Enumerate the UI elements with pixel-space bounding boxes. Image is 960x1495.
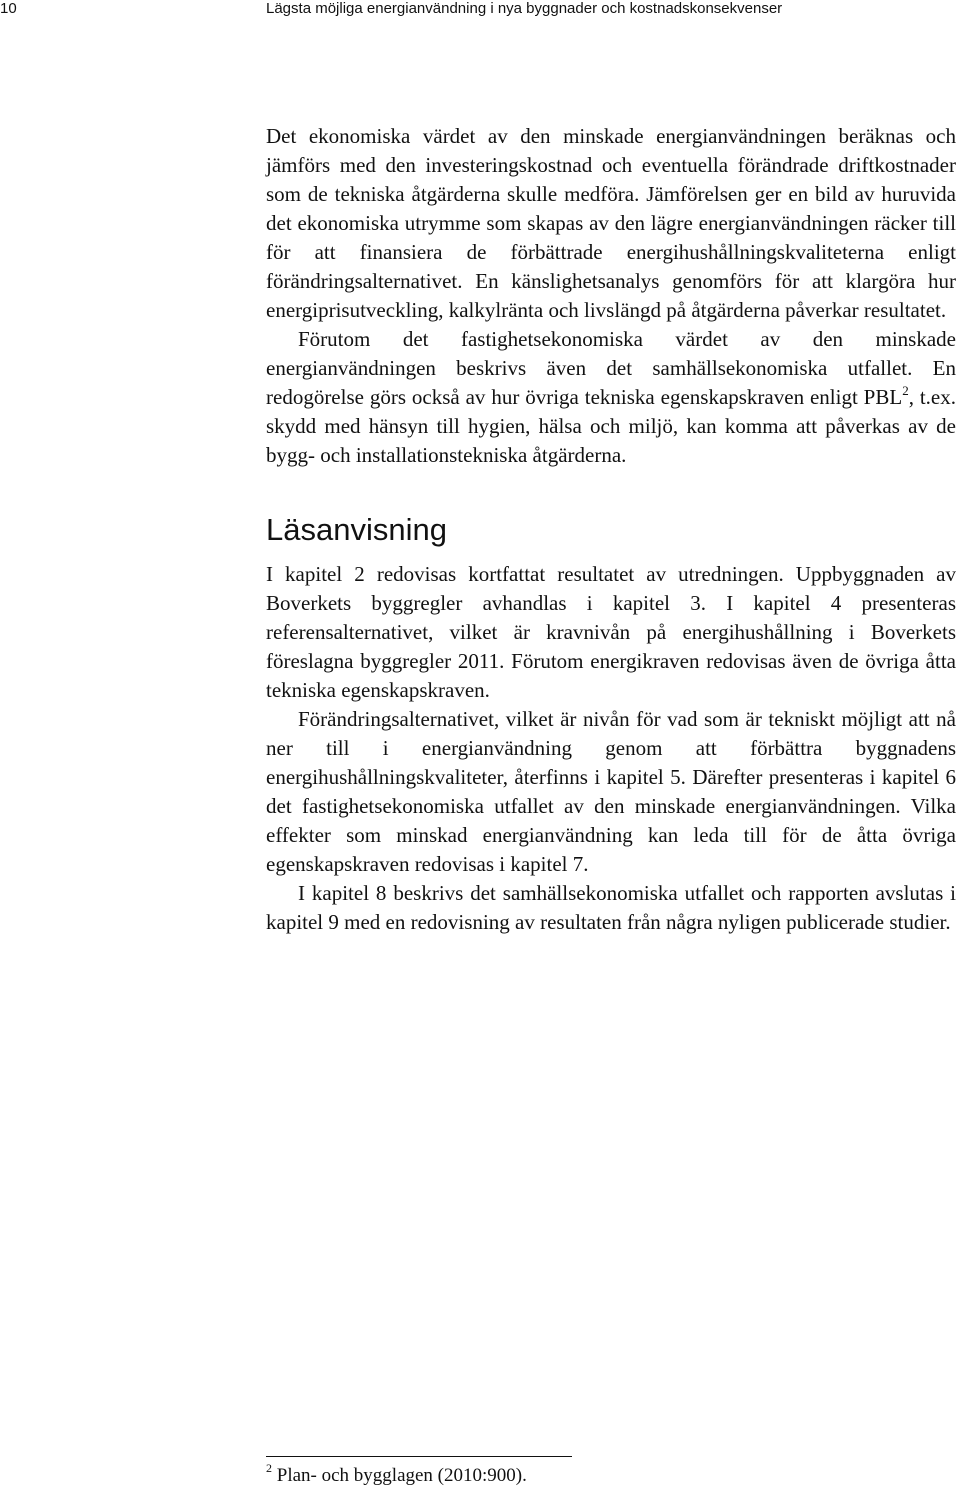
intro-paragraph-2-continuation: , t.ex. skydd med hänsyn till hygien, hälsa och miljö, kan komma att påverkas av de bygg- och installationstekniska åtgärderna. [266,385,957,467]
intro-paragraph-2-text: Förutom det fastighetsekonomiska värdet av den minskade energianvändningen beskrivs även det samhällsekonomiska utfallet. En redogörelse görs också av hur övriga tekniska egenskapskraven enligt PBL [266,327,956,409]
reading-paragraph-3: I kapitel 8 beskrivs det samhällsekonomiska utfallet och rapporten avslutas i kapitel 9 med en redovisning av resultaten från några nyligen publicerade studier. [266,881,956,934]
footnote-divider [266,1456,572,1457]
intro-paragraph-1: Det ekonomiska värdet av den minskade energianvändningen beräknas och jämförs med den investeringskostnad och eventuella förändrade driftkostnader som de tekniska åtgärderna skulle medföra. Jämförelsen ger en bild av huruvida det ekonomiska utrymme som skapas av den lägre energianvändningen räcker till för att finansiera de förbättrade energihushållningskvaliteterna enligt förändringsalternativet. En känslighetsanalys genomförs för att klargöra hur energiprisutveckling, kalkylränta och livslängd på åtgärderna påverkar resultatet. [266,124,956,322]
page-number: 10 [0,0,17,17]
section-heading: Läsanvisning [266,512,447,547]
footnote-number: 2 [266,1461,272,1475]
reading-paragraph-2: Förändringsalternativet, vilket är nivån för vad som är tekniskt möjligt att nå ner till i energianvändning genom att förbättra byggnadens energihushållningskvaliteter, återfinns i kapitel 5. Därefter presenteras i kapitel 6 det fastighetsekonomiska utfallet av den minskade energianvändningen. Vilka effekter som minskad energianvändning kan leda till för de åtta övriga egenskapskraven redovisas i kapitel 7. [266,707,956,876]
intro-section [266,122,956,470]
intro-paragraph-2 [266,325,956,470]
reading-paragraph-1: I kapitel 2 redovisas kortfattat resultatet av utredningen. Uppbyggnaden av Boverkets byggregler avhandlas i kapitel 3. I kapitel 4 presenteras referensalternativet, vilket är kravnivån på energihushållning i Boverkets föreslagna byggregler 2011. Förutom energikraven redovisas även de övriga åtta tekniska egenskapskraven. [266,562,956,702]
reading-guide-section [266,510,956,937]
running-header [0,0,960,20]
footnote-text: Plan- och bygglagen (2010:900). [272,1465,527,1486]
running-title: Lägsta möjliga energianvändning i nya byggnader och kostnadskonsekvenser [266,0,783,17]
footnote [266,1463,527,1489]
footnote-reference[interactable]: 2 [902,383,909,398]
